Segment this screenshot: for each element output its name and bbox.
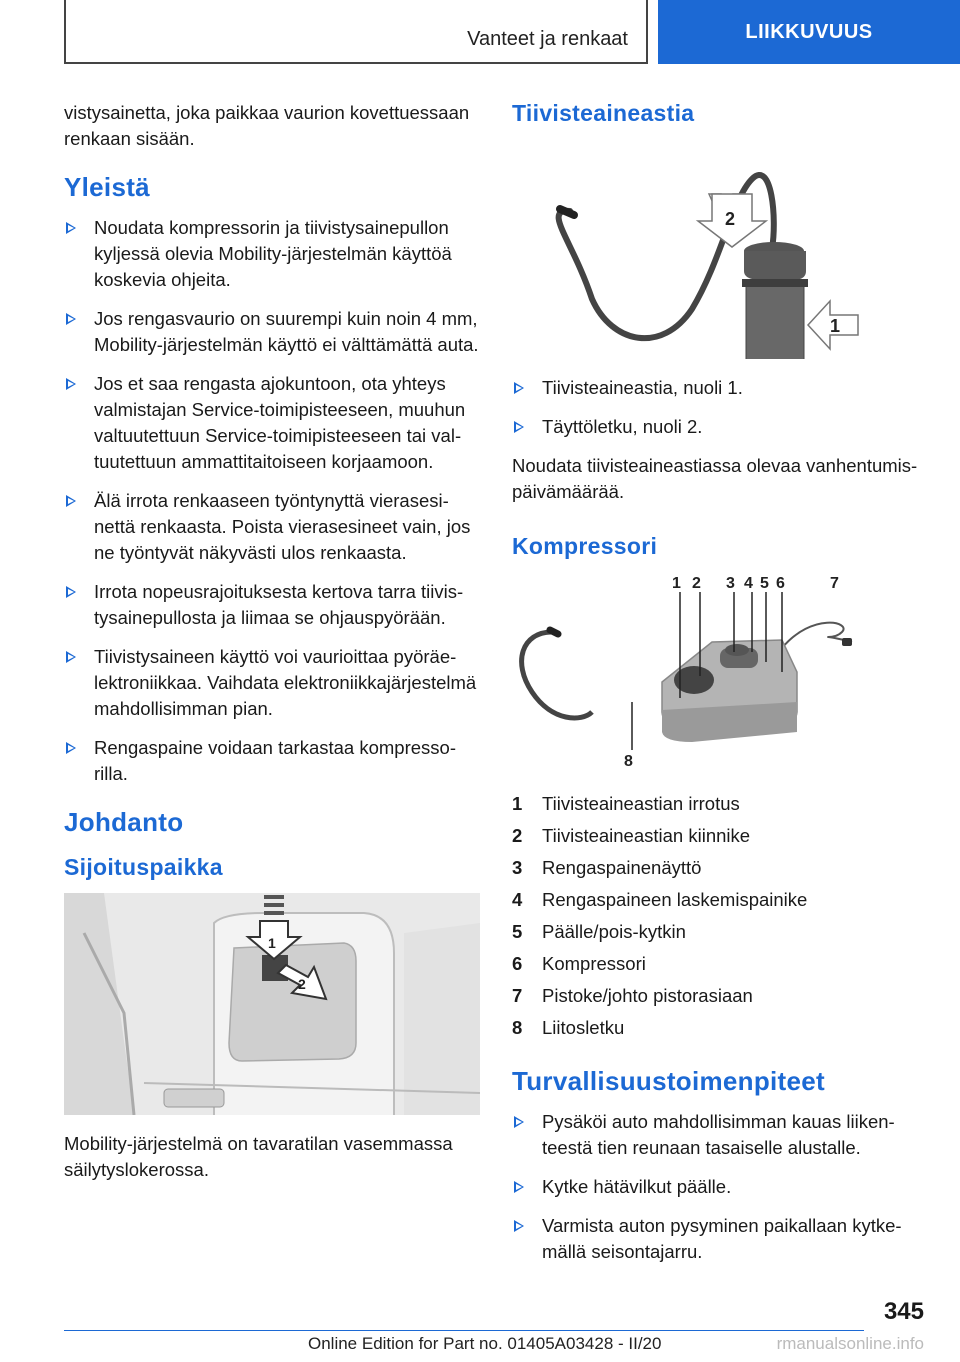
part-number: 4 — [512, 889, 523, 910]
part-number: 5 — [512, 921, 523, 942]
part-label: Kompressori — [542, 953, 646, 974]
list-item — [512, 948, 932, 980]
right-column — [512, 100, 932, 1278]
part-number: 6 — [512, 953, 523, 974]
part-label: Liitosletku — [542, 1017, 625, 1038]
list-item — [64, 306, 480, 358]
list-item — [512, 980, 932, 1012]
list-item-text: Irrota nopeusrajoituksesta kertova tarra tiivistysainepullosta ja liimaa se ohjauspyörään. — [94, 581, 464, 628]
figure-label-6: 6 — [776, 575, 785, 592]
list-item — [512, 884, 932, 916]
figure-label-2: 2 — [725, 209, 736, 229]
list-item-text: Rengaspaine voidaan tarkastaa kompressorilla. — [94, 737, 456, 784]
list-item — [512, 414, 932, 440]
trunk-location-image — [64, 893, 480, 1115]
location-caption: Mobility-järjestelmä on tavaratilan vasemmassa säilytyslokerossa. — [64, 1133, 453, 1180]
compressor-parts-list — [512, 788, 932, 1044]
left-column — [64, 100, 480, 1197]
list-item — [512, 1213, 932, 1265]
figure-label-1: 1 — [268, 935, 276, 951]
part-label: Rengaspaineen laskemispainike — [542, 889, 808, 910]
chapter-tab: LIIKKUVUUS — [658, 0, 960, 64]
figure-label-3: 3 — [726, 575, 735, 592]
intro-paragraph: vistysainetta, joka paikkaa vaurion kovettuessaan renkaan sisään. — [64, 102, 470, 149]
container-list — [512, 375, 932, 440]
safety-list — [512, 1109, 932, 1265]
introduction-heading: Johdanto — [64, 807, 184, 837]
part-label: Päälle/pois-kytkin — [542, 921, 686, 942]
figure-label-5: 5 — [760, 575, 769, 592]
list-item — [512, 788, 932, 820]
location-heading: Sijoituspaikka — [64, 854, 223, 880]
part-number: 8 — [512, 1017, 523, 1038]
watermark: rmanualsonline.info — [776, 1334, 924, 1353]
part-number: 1 — [512, 793, 523, 814]
list-item — [64, 644, 480, 722]
list-item-text: Tiivisteaineastia, nuoli 1. — [542, 377, 743, 398]
compressor-image — [512, 572, 932, 772]
figure-label-2: 2 — [298, 976, 306, 992]
list-item-text: Kytke hätävilkut päälle. — [542, 1176, 732, 1197]
figure-label-7: 7 — [830, 575, 839, 592]
footer-divider — [64, 1330, 864, 1331]
section-title: Vanteet ja renkaat — [467, 28, 628, 50]
general-heading: Yleistä — [64, 172, 150, 202]
edition-text: Online Edition for Part no. 01405A03428 - II/20 — [308, 1334, 662, 1353]
compressor-heading: Kompressori — [512, 533, 658, 559]
sealant-container-image — [512, 139, 932, 359]
part-label: Rengaspainenäyttö — [542, 857, 702, 878]
safety-heading: Turvallisuustoimenpiteet — [512, 1066, 825, 1096]
list-item — [512, 1012, 932, 1044]
part-label: Tiivisteaineastian kiinnike — [542, 825, 751, 846]
bullet-triangle-icon — [66, 586, 76, 598]
part-number: 7 — [512, 985, 523, 1006]
bullet-triangle-icon — [514, 382, 524, 394]
list-item-text: Pysäköi auto mahdollisimman kauas liikenteestä tien reunaan tasaiselle alustalle. — [542, 1111, 895, 1158]
list-item — [64, 215, 480, 293]
list-item — [512, 852, 932, 884]
part-label: Pistoke/johto pistorasiaan — [542, 985, 753, 1006]
list-item-text: Varmista auton pysyminen paikallaan kytkemällä seisontajarru. — [542, 1215, 902, 1262]
bullet-triangle-icon — [66, 378, 76, 390]
list-item — [512, 375, 932, 401]
list-item — [64, 488, 480, 566]
bullet-triangle-icon — [66, 651, 76, 663]
part-number: 2 — [512, 825, 523, 846]
bullet-triangle-icon — [514, 1116, 524, 1128]
bullet-triangle-icon — [66, 742, 76, 754]
list-item — [64, 579, 480, 631]
general-list — [64, 215, 480, 787]
figure-label-1: 1 — [830, 316, 841, 336]
bullet-triangle-icon — [514, 421, 524, 433]
bullet-triangle-icon — [514, 1220, 524, 1232]
container-note: Noudata tiivisteaineastiassa olevaa vanhentumispäivämäärää. — [512, 455, 918, 502]
figure-label-2: 2 — [692, 575, 701, 592]
list-item — [512, 1174, 932, 1200]
list-item — [512, 1109, 932, 1161]
figure-label-4: 4 — [744, 575, 753, 592]
list-item-text: Jos et saa rengasta ajokuntoon, ota yhteys valmistajan Service-toimipisteeseen, muuhun valtuutettuun Service-toimipisteeseen tai valtuutettuun ammattitaitoiseen korjaamoon. — [94, 373, 466, 472]
list-item — [512, 820, 932, 852]
figure-label-8: 8 — [624, 753, 633, 770]
list-item-text: Täyttöletku, nuoli 2. — [542, 416, 703, 437]
container-heading: Tiivisteaineastia — [512, 100, 695, 126]
list-item — [512, 916, 932, 948]
list-item-text: Älä irrota renkaaseen työntynyttä vierasesinettä renkaasta. Poista vierasesineet vain, jos ne työntyvät näkyvästi ulos renkaasta. — [94, 490, 471, 563]
bullet-triangle-icon — [514, 1181, 524, 1193]
header-section-tab — [64, 0, 648, 64]
bullet-triangle-icon — [66, 313, 76, 325]
bullet-triangle-icon — [66, 495, 76, 507]
list-item — [64, 735, 480, 787]
figure-label-1: 1 — [672, 575, 681, 592]
list-item-text: Tiivistysaineen käyttö voi vaurioittaa pyöräelektroniikkaa. Vaihdata elektroniikkajärjestelmä mahdollisimman pian. — [94, 646, 477, 719]
part-label: Tiivisteaineastian irrotus — [542, 793, 740, 814]
part-number: 3 — [512, 857, 523, 878]
list-item-text: Noudata kompressorin ja tiivistysainepullon kyljessä olevia Mobility-järjestelmän käyttöä koskevia ohjeita. — [94, 217, 452, 290]
list-item — [64, 371, 480, 475]
page-number: 345 — [883, 1298, 924, 1325]
list-item-text: Jos rengasvaurio on suurempi kuin noin 4 mm, Mobility-järjestelmän käyttö ei välttämättä auta. — [94, 308, 479, 355]
bullet-triangle-icon — [66, 222, 76, 234]
